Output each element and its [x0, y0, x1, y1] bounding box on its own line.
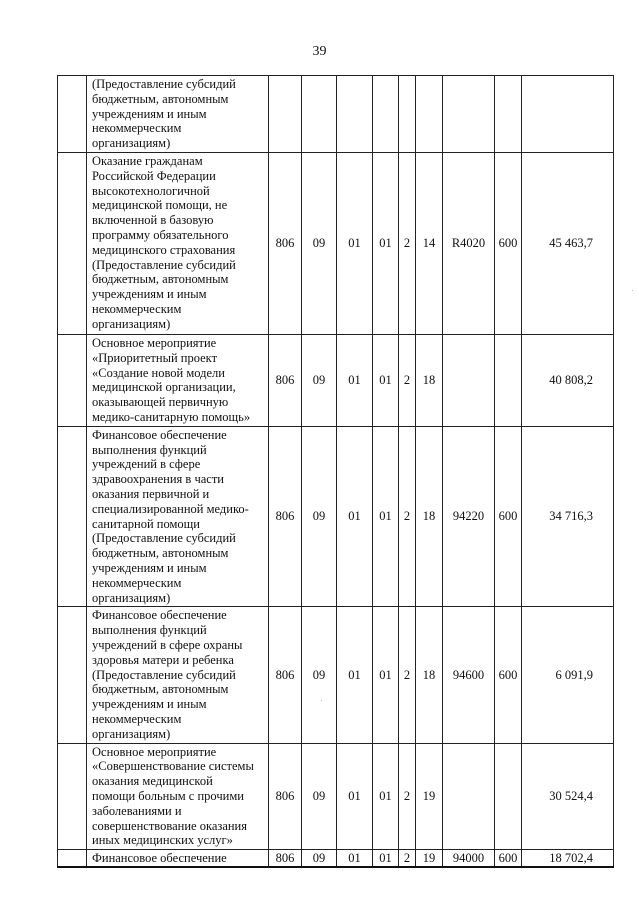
expense-type-cell: 600	[495, 850, 522, 868]
expense-name-line: организациям)	[92, 590, 171, 605]
subprogram-code-cell: 2	[399, 607, 416, 743]
table-row	[58, 850, 614, 868]
index-cell	[58, 426, 87, 607]
expense-name-line: учреждениям и иным	[92, 287, 207, 302]
expense-name-line: помощи больным с прочими	[92, 788, 244, 803]
section-code-cell: 09	[302, 743, 337, 850]
amount-cell	[522, 76, 614, 153]
expense-type-cell	[495, 76, 522, 153]
expense-name-line: Российской Федерации	[92, 168, 216, 183]
expense-name-line: оказания медицинской	[92, 774, 213, 789]
event-code-cell: 18	[416, 426, 443, 607]
subsection-code-cell	[337, 76, 373, 153]
direction-code-cell	[443, 335, 495, 427]
expense-name-line: (Предоставление субсидий	[92, 77, 236, 91]
event-code-cell: 18	[416, 335, 443, 427]
program-code-cell	[373, 76, 399, 153]
amount-cell: 40 808,2	[522, 335, 614, 427]
expense-name-line: бюджетным, автономным	[92, 546, 229, 561]
expense-name-line: Оказание гражданам	[92, 154, 203, 168]
expense-name-line: иных медицинских услуг»	[92, 833, 233, 848]
expense-name-line: «Совершенствование системы	[92, 759, 254, 774]
expense-name-line: «Создание новой модели	[92, 365, 225, 380]
direction-code-cell: R4020	[443, 153, 495, 335]
expense-name-line: учреждениям и иным	[92, 560, 207, 575]
direction-code-cell	[443, 743, 495, 850]
expense-type-cell: 600	[495, 607, 522, 743]
ministry-code-cell	[269, 76, 302, 153]
program-code-cell: 01	[373, 743, 399, 850]
subsection-code-cell: 01	[337, 335, 373, 427]
scan-speck	[632, 290, 633, 291]
expense-name-cell	[87, 153, 269, 335]
expense-type-cell	[495, 335, 522, 427]
event-code-cell	[416, 76, 443, 153]
index-cell	[58, 153, 87, 335]
page-number: 39	[312, 44, 327, 59]
subprogram-code-cell: 2	[399, 743, 416, 850]
table-row	[58, 607, 614, 743]
section-code-cell: 09	[302, 426, 337, 607]
ministry-code-cell: 806	[269, 607, 302, 743]
section-code-cell	[302, 76, 337, 153]
section-code-cell: 09	[302, 153, 337, 335]
expense-name-cell	[87, 335, 269, 427]
index-cell	[58, 743, 87, 850]
expense-name-line: медицинской организации,	[92, 380, 236, 395]
subsection-code-cell: 01	[337, 426, 373, 607]
subprogram-code-cell	[399, 76, 416, 153]
expense-name-line: бюджетным, автономным	[92, 272, 229, 287]
program-code-cell: 01	[373, 426, 399, 607]
expense-name-line: некоммерческим	[92, 121, 182, 136]
amount-cell: 18 702,4	[522, 850, 614, 868]
subsection-code-cell: 01	[337, 607, 373, 743]
amount-cell: 30 524,4	[522, 743, 614, 850]
expense-name-line: выполнения функций	[92, 623, 207, 638]
expense-name-line: медицинской помощи, не	[92, 198, 228, 213]
ministry-code-cell: 806	[269, 743, 302, 850]
direction-code-cell: 94220	[443, 426, 495, 607]
expense-name-line: медицинского страхования	[92, 242, 236, 257]
subprogram-code-cell: 2	[399, 850, 416, 868]
expense-name-line: здоровья матери и ребенка	[92, 652, 234, 667]
expense-name-line: организациям)	[92, 316, 171, 331]
expense-name-line: (Предоставление субсидий	[92, 667, 236, 682]
table-row	[58, 76, 614, 153]
expense-name-line: здравоохранения в части	[92, 472, 224, 487]
expense-name-line: некоммерческим	[92, 575, 182, 590]
expense-name-cell	[87, 76, 269, 153]
expense-name-line: санитарной помощи	[92, 516, 200, 531]
table-row	[58, 743, 614, 850]
section-code-cell: 09	[302, 607, 337, 743]
direction-code-cell	[443, 76, 495, 153]
expense-name-line: медико-санитарную помощь»	[92, 409, 251, 424]
expense-type-cell: 600	[495, 426, 522, 607]
ministry-code-cell: 806	[269, 335, 302, 427]
program-code-cell: 01	[373, 335, 399, 427]
expense-name-line: учреждениям и иным	[92, 697, 207, 712]
expense-name-line: оказывающей первичную	[92, 395, 229, 410]
expense-name-line: организациям)	[92, 136, 171, 151]
expense-name-cell	[87, 743, 269, 850]
expense-name-line: некоммерческим	[92, 711, 182, 726]
expense-name-line: совершенствование оказания	[92, 818, 247, 833]
section-code-cell: 09	[302, 335, 337, 427]
expense-name-line: Основное мероприятие	[92, 336, 217, 350]
expense-name-line: «Приоритетный проект	[92, 350, 218, 365]
expense-name-line: выполнения функций	[92, 442, 207, 457]
expense-name-line: Финансовое обеспечение	[92, 851, 227, 866]
expense-name-line: (Предоставление субсидий	[92, 257, 236, 272]
event-code-cell: 14	[416, 153, 443, 335]
expense-name-line: некоммерческим	[92, 301, 182, 316]
section-code-cell: 09	[302, 850, 337, 868]
ministry-code-cell: 806	[269, 153, 302, 335]
ministry-code-cell: 806	[269, 426, 302, 607]
expense-type-cell: 600	[495, 153, 522, 335]
table-row	[58, 153, 614, 335]
event-code-cell: 19	[416, 850, 443, 868]
ministry-code-cell: 806	[269, 850, 302, 868]
expense-name-line: включенной в базовую	[92, 213, 214, 228]
expense-name-line: бюджетным, автономным	[92, 682, 229, 697]
index-cell	[58, 76, 87, 153]
subsection-code-cell: 01	[337, 850, 373, 868]
program-code-cell: 01	[373, 153, 399, 335]
index-cell	[58, 335, 87, 427]
amount-cell: 34 716,3	[522, 426, 614, 607]
event-code-cell: 18	[416, 607, 443, 743]
budget-table	[57, 75, 614, 868]
program-code-cell: 01	[373, 850, 399, 868]
expense-name-line: заболеваниями и	[92, 803, 182, 818]
expense-type-cell	[495, 743, 522, 850]
direction-code-cell: 94000	[443, 850, 495, 868]
program-code-cell: 01	[373, 607, 399, 743]
index-cell	[58, 607, 87, 743]
event-code-cell: 19	[416, 743, 443, 850]
expense-name-line: высокотехнологичной	[92, 183, 210, 198]
expense-name-cell	[87, 607, 269, 743]
expense-name-line: учреждениям и иным	[92, 106, 207, 121]
expense-name-line: учреждений в сфере охраны	[92, 637, 243, 652]
subprogram-code-cell: 2	[399, 153, 416, 335]
expense-name-line: организациям)	[92, 726, 171, 741]
expense-name-line: оказания первичной и	[92, 486, 210, 501]
index-cell	[58, 850, 87, 868]
expense-name-line: Основное мероприятие	[92, 744, 217, 759]
subprogram-code-cell: 2	[399, 426, 416, 607]
expense-name-cell	[87, 850, 269, 868]
subprogram-code-cell: 2	[399, 335, 416, 427]
scan-speck	[321, 700, 322, 701]
amount-cell: 45 463,7	[522, 153, 614, 335]
expense-name-line: Финансовое обеспечение	[92, 427, 227, 442]
expense-name-line: учреждений в сфере	[92, 457, 201, 472]
amount-cell: 6 091,9	[522, 607, 614, 743]
expense-name-line: бюджетным, автономным	[92, 91, 229, 106]
table-row	[58, 426, 614, 607]
expense-name-line: (Предоставление субсидий	[92, 531, 236, 546]
direction-code-cell: 94600	[443, 607, 495, 743]
subsection-code-cell: 01	[337, 743, 373, 850]
expense-name-line: программу обязательного	[92, 227, 229, 242]
subsection-code-cell: 01	[337, 153, 373, 335]
expense-name-line: Финансовое обеспечение	[92, 608, 227, 623]
expense-name-line: специализированной медико-	[92, 501, 249, 516]
table-row	[58, 335, 614, 427]
expense-name-cell	[87, 426, 269, 607]
